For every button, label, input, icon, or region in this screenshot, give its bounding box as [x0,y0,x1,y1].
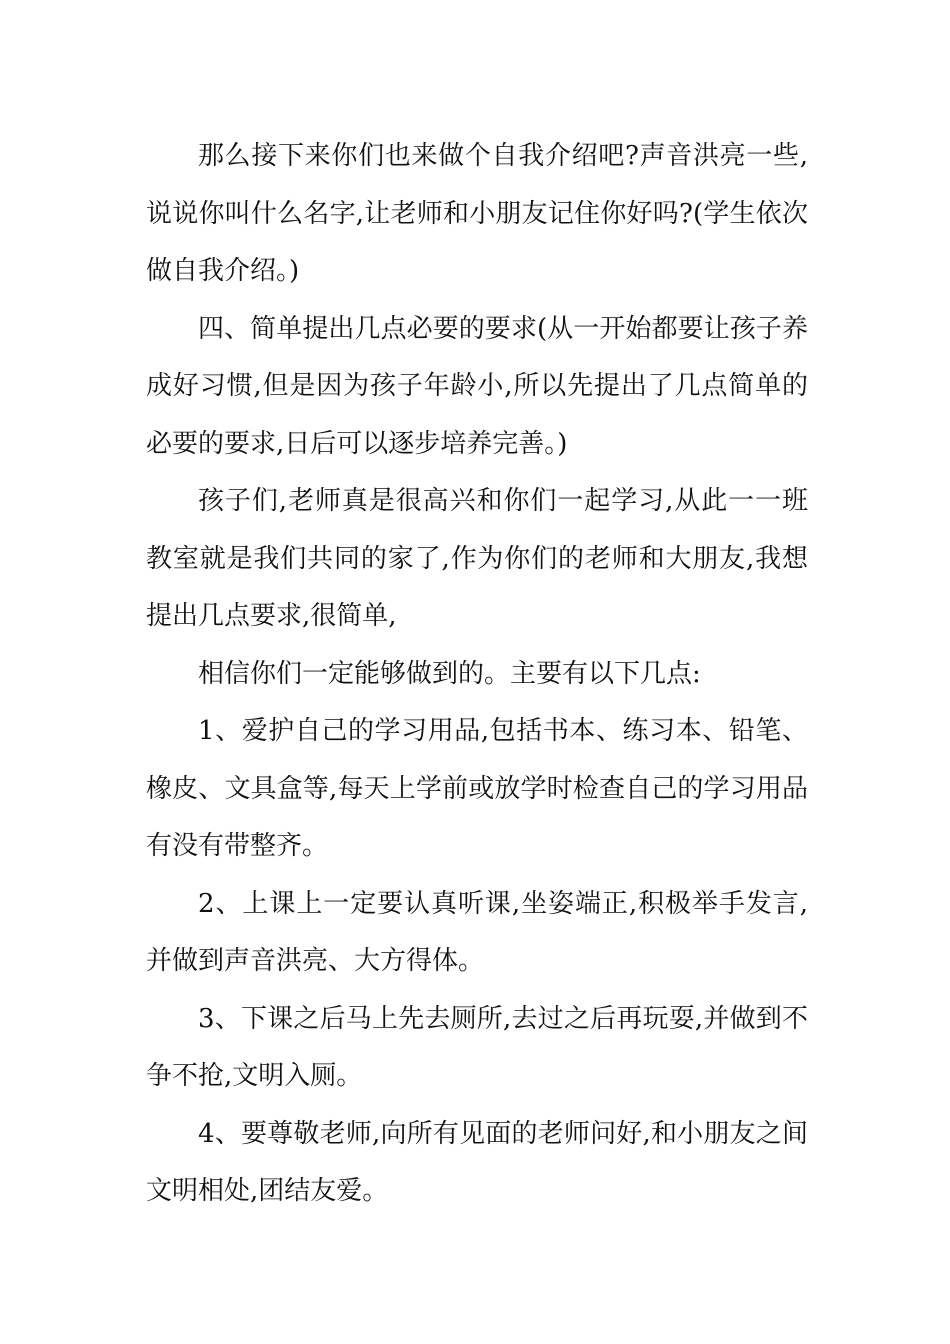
paragraph-self-introduction: 那么接下来你们也来做个自我介绍吧?声音洪亮一些,说说你叫什么名字,让老师和小朋友记住你好吗?(学生依次做自我介绍。) [146,141,808,286]
paragraph-teacher-address: 孩子们,老师真是很高兴和你们一起学习,从此一一班教室就是我们共同的家了,作为你们的老师和大朋友,我想提出几点要求,很简单, [146,486,808,631]
paragraph-rule-1: 1、爱护自己的学习用品,包括书本、练习本、铅笔、橡皮、文具盒等,每天上学前或放学时检查自己的学习用品有没有带整齐。 [146,716,808,861]
document-body [146,128,808,1221]
paragraph-rule-4: 4、要尊敬老师,向所有见面的老师问好,和小朋友之间文明相处,团结友爱。 [146,1118,808,1206]
paragraph-rule-2: 2、上课上一定要认真听课,坐姿端正,积极举手发言,并做到声音洪亮、大方得体。 [146,888,808,976]
paragraph-section-four-heading: 四、简单提出几点必要的要求(从一开始都要让孩子养成好习惯,但是因为孩子年龄小,所以先提出了几点简单的必要的要求,日后可以逐步培养完善。) [146,313,808,459]
paragraph-rule-3: 3、下课之后马上先去厕所,去过之后再玩耍,并做到不争不抢,文明入厕。 [146,1003,808,1091]
paragraph-intro-to-rules: 相信你们一定能够做到的。主要有以下几点: [198,658,701,689]
